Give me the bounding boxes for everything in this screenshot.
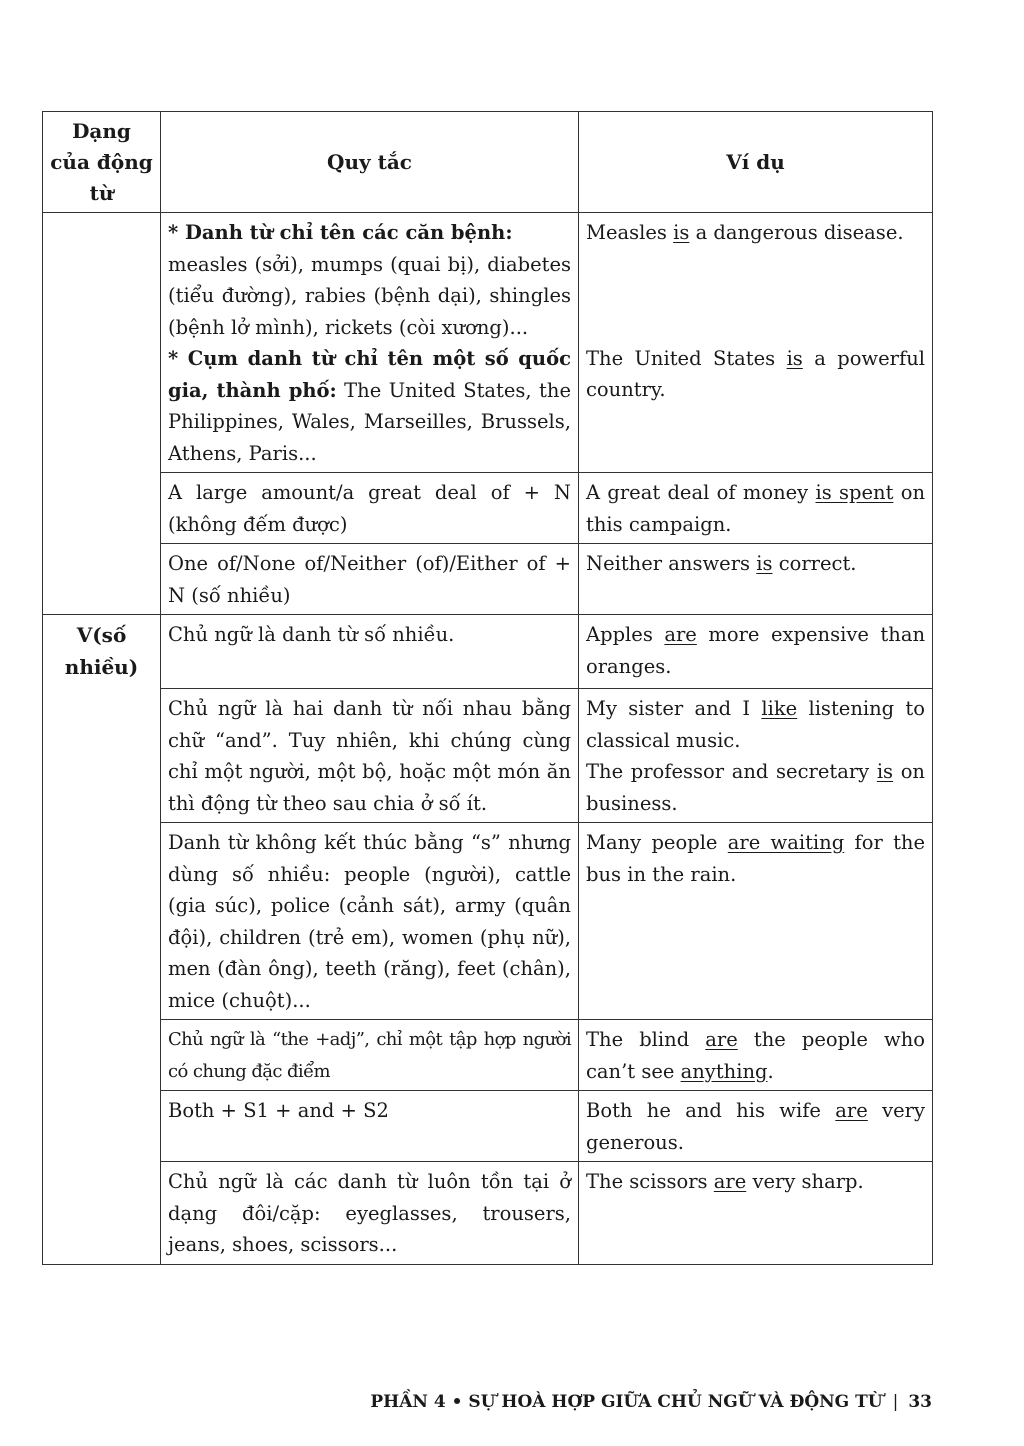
example-sentence: The United States is a powerful country. — [586, 346, 925, 401]
verb-underline: are — [705, 1028, 738, 1051]
rule-cell: Chủ ngữ là danh từ số nhiều. — [161, 615, 579, 689]
footer-separator: | — [892, 1392, 899, 1412]
example-cell: Both he and his wife are very generous. — [579, 1091, 933, 1162]
page-number: 33 — [908, 1392, 932, 1412]
verb-underline: are — [664, 623, 697, 646]
rules-table — [42, 111, 933, 1265]
verb-underline: is — [876, 760, 894, 783]
verb-underline: is spent — [815, 481, 894, 504]
verb-underline: is — [786, 346, 803, 370]
form-cell-empty — [43, 213, 161, 615]
verb-underline: like — [761, 697, 798, 720]
table-row — [43, 213, 933, 473]
example-cell: Apples are more expensive than oranges. — [579, 615, 933, 689]
table-row — [43, 1162, 933, 1265]
rule-cell: Chủ ngữ là “the +adj”, chỉ một tập hợp người có chung đặc điểm — [161, 1020, 579, 1091]
table-row — [43, 615, 933, 689]
rule-cell: Chủ ngữ là hai danh từ nối nhau bằng chữ “and”. Tuy nhiên, khi chúng cùng chỉ một người, một bộ, hoặc một món ăn thì động từ theo sau chia ở số ít. — [161, 689, 579, 823]
example-cell: Many people are waiting for the bus in the rain. — [579, 823, 933, 1020]
form-cell-plural: V(số nhiều) — [43, 615, 161, 1265]
rule-heading: * Cụm danh từ chỉ tên một số quốc gia, thành phố: — [168, 347, 571, 402]
rule-text: The United States, the Philippines, Wales, Marseilles, Brussels, Athens, Paris... — [168, 378, 571, 465]
table-row — [43, 689, 933, 823]
example-cell — [579, 213, 933, 473]
verb-underline: are — [713, 1170, 747, 1193]
example-cell: The blind are the people who can’t see anything. — [579, 1020, 933, 1091]
rule-cell: Danh từ không kết thúc bằng “s” nhưng dùng số nhiều: people (người), cattle (gia súc), police (cảnh sát), army (quân đội), children (trẻ em), women (phụ nữ), men (đàn ông), teeth (răng), feet (chân), mice (chuột)... — [161, 823, 579, 1020]
example-cell: My sister and I like listening to classical music. The professor and secretary is on business. — [579, 689, 933, 823]
header-row — [43, 112, 933, 213]
rule-text: measles (sởi), mumps (quai bị), diabetes (tiểu đường), rabies (bệnh dại), shingles (bệnh lở mình), rickets (còi xương)... — [168, 252, 571, 339]
example-cell: Neither answers is correct. — [579, 544, 933, 615]
table-row — [43, 823, 933, 1020]
rule-cell: A large amount/a great deal of + N (không đếm được) — [161, 473, 579, 544]
example-sentence: Measles is a dangerous disease. — [586, 221, 904, 244]
verb-underline: is — [756, 552, 773, 575]
header-rule: Quy tắc — [161, 112, 579, 213]
rule-cell: Both + S1 + and + S2 — [161, 1091, 579, 1162]
rule-cell — [161, 213, 579, 473]
table-row — [43, 544, 933, 615]
example-cell: A great deal of money is spent on this campaign. — [579, 473, 933, 544]
header-example: Ví dụ — [579, 112, 933, 213]
section-title: PHẦN 4 • SỰ HOÀ HỢP GIỮA CHỦ NGỮ VÀ ĐỘNG TỪ — [370, 1392, 883, 1412]
table-row — [43, 473, 933, 544]
word-underline: anything — [680, 1059, 768, 1083]
table-row — [43, 1020, 933, 1091]
page-footer — [370, 1392, 932, 1412]
verb-underline: are — [835, 1099, 868, 1122]
rule-heading: * Danh từ chỉ tên các căn bệnh: — [168, 221, 513, 244]
verb-underline: are waiting — [727, 831, 845, 854]
header-form: Dạng của động từ — [43, 112, 161, 213]
example-cell: The scissors are very sharp. — [579, 1162, 933, 1265]
table-row — [43, 1091, 933, 1162]
rule-cell: One of/None of/Neither (of)/Either of + N (số nhiều) — [161, 544, 579, 615]
verb-underline: is — [673, 221, 690, 244]
rule-cell: Chủ ngữ là các danh từ luôn tồn tại ở dạng đôi/cặp: eyeglasses, trousers, jeans, shoes, scissors... — [161, 1162, 579, 1265]
